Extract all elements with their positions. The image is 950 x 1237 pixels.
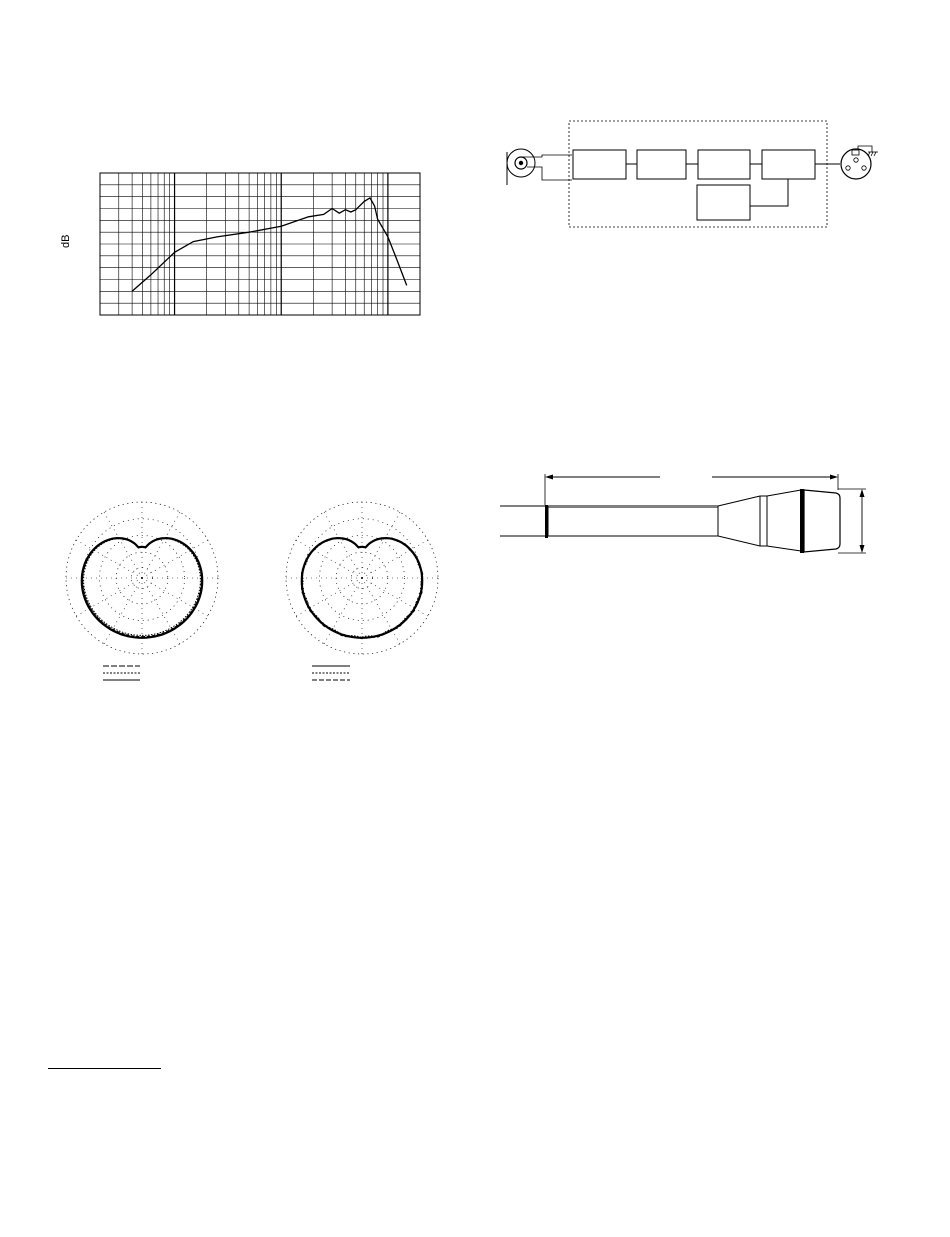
xlr-connector-symbol xyxy=(841,146,878,179)
polar-grid-spoke xyxy=(362,578,428,616)
polar-response-curve xyxy=(82,538,202,638)
polar-grid-spoke xyxy=(76,578,142,616)
block-3 xyxy=(698,150,750,179)
block-5 xyxy=(697,185,750,220)
block-diagram xyxy=(500,115,900,235)
frequency-response-grid xyxy=(100,173,420,315)
polar-pattern-2 xyxy=(275,485,455,690)
block-4 xyxy=(762,150,815,179)
polar-response-curve xyxy=(302,538,422,638)
polar-grid-spoke xyxy=(296,578,362,616)
block-2 xyxy=(637,150,686,179)
block-1 xyxy=(573,150,626,179)
frequency-response-series-line xyxy=(132,198,407,291)
frequency-response-chart xyxy=(95,168,427,320)
frequency-response-ylabel: dB xyxy=(60,234,72,248)
polar-pattern-1 xyxy=(55,485,235,690)
footnote-rule xyxy=(48,1068,161,1069)
microphone-dimension-drawing xyxy=(495,465,880,565)
capsule-symbol xyxy=(507,149,572,185)
